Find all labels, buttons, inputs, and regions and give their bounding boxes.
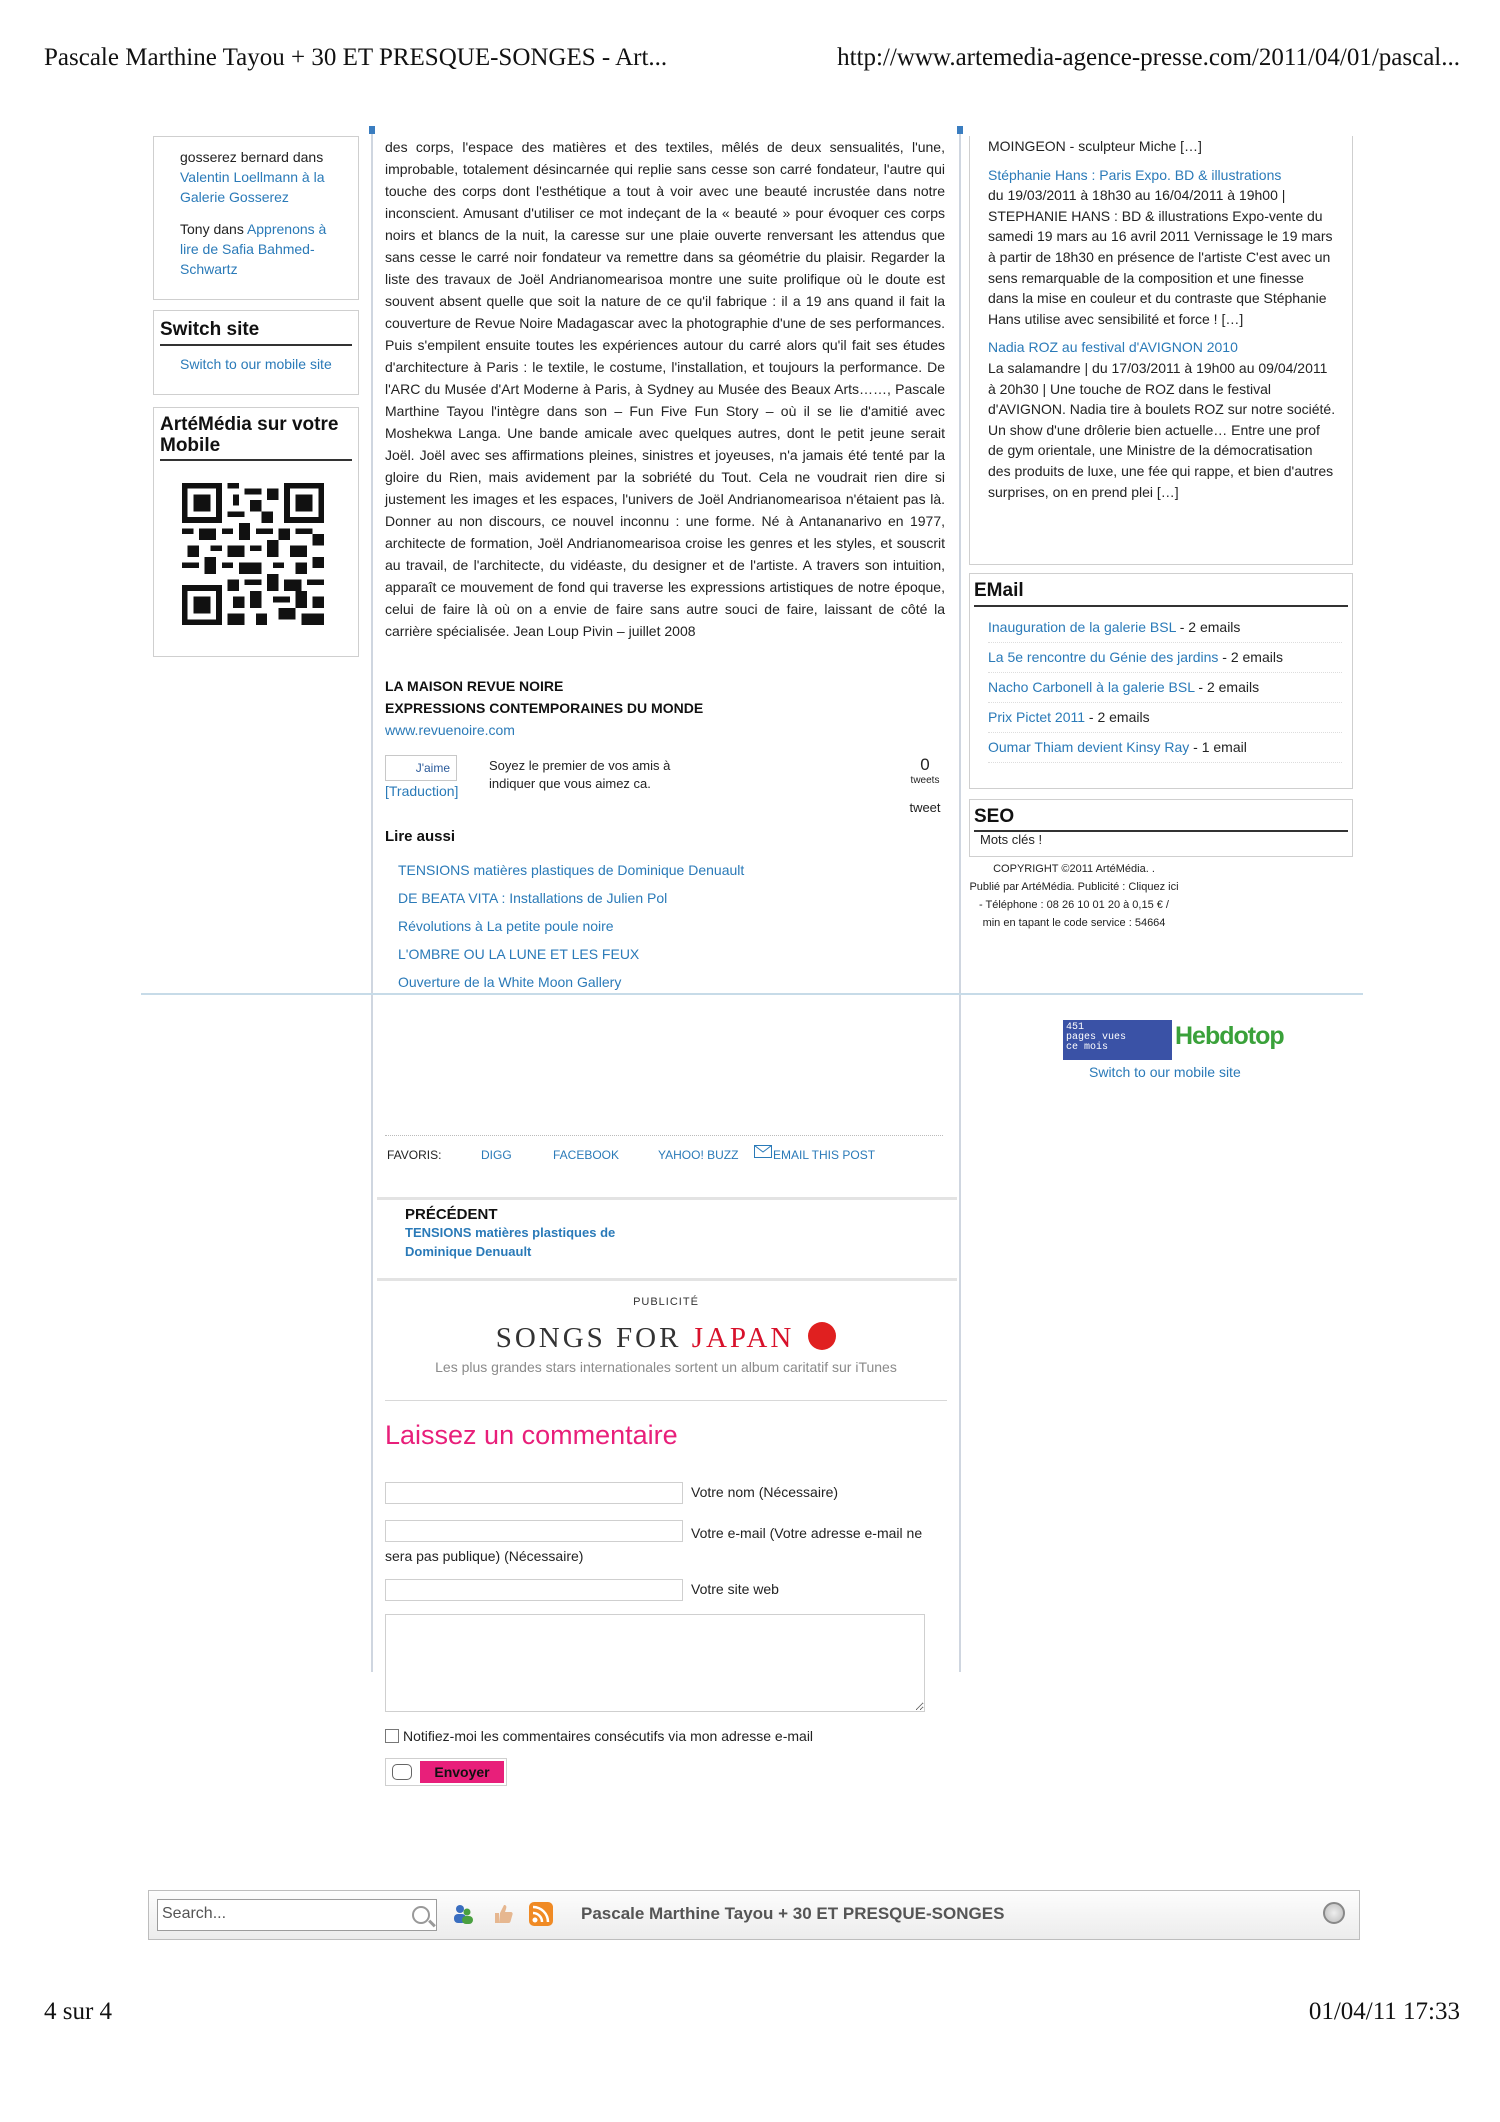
website-field[interactable] — [385, 1579, 683, 1601]
notify-option — [385, 1728, 813, 1744]
notify-label: Notifiez-moi les commentaires consécutifs via mon adresse e-mail — [403, 1728, 814, 1744]
event-link[interactable]: Stéphanie Hans : Paris Expo. BD & illustrations — [988, 166, 1282, 183]
email-count: - 2 emails — [1175, 619, 1241, 635]
publisher-name: LA MAISON REVUE NOIRE — [385, 678, 564, 694]
previous-post-link[interactable]: TENSIONS matières plastiques de Dominique Denuault — [405, 1225, 616, 1259]
like-prompt: Soyez le premier de vos amis à indiquer que vous aimez ca. — [489, 758, 671, 791]
copyright-text: COPYRIGHT ©2011 ArtéMédia. . — [993, 863, 1155, 875]
envelope-icon — [754, 1145, 772, 1161]
search-placeholder: Search... — [162, 1905, 227, 1922]
tweets-label: tweets — [910, 775, 940, 786]
event-link[interactable]: Nadia ROZ au festival d'AVIGNON 2010 — [988, 339, 1238, 356]
search-input[interactable] — [157, 1899, 437, 1931]
email-post-link[interactable]: Prix Pictet 2011 — [988, 709, 1086, 725]
email-count: - 2 emails — [1085, 709, 1150, 725]
bookmarks-bar — [385, 1135, 943, 1165]
ad-title-accent: JAPAN — [691, 1322, 795, 1354]
mobile-widget — [153, 407, 359, 657]
ad-label: PUBLICITÉ — [633, 1296, 699, 1308]
related-link[interactable]: Ouverture de la White Moon Gallery — [398, 974, 622, 990]
rss-icon[interactable] — [529, 1902, 553, 1926]
comment-author: Tony dans — [180, 221, 247, 237]
submit-label: Envoyer — [420, 1761, 504, 1783]
publisher-block — [385, 675, 703, 741]
email-post-link[interactable]: Nacho Carbonell à la galerie BSL — [988, 679, 1195, 695]
ad-title-part: SONGS FOR — [495, 1322, 692, 1354]
facebook-link[interactable]: FACEBOOK — [553, 1148, 620, 1162]
comment-form-title: Laissez un commentaire — [385, 1420, 678, 1450]
name-field[interactable] — [385, 1482, 683, 1504]
counter-value: 451 — [1066, 1022, 1085, 1033]
comment-post-link[interactable]: Apprenons à lire de Safia Bahmed-Schwartz — [180, 221, 327, 277]
event-text: du 19/03/2011 à 18h30 au 16/04/2011 à 19h00 | STEPHANIE HANS : BD & illustrations Expo-vente du samedi 19 mars au 16 avril 2011 Vernissage le 19 mars à partir de 18h30 en présence de l'artiste C'est avec un sens remarquable de la composition et une finesse dans la mise en couleur et du contraste que Stéphanie Hans utilise avec sensibilité et force ! […] — [988, 187, 1333, 327]
website-label: Votre site web — [691, 1581, 779, 1597]
switch-mobile-link[interactable]: Switch to our mobile site — [1089, 1064, 1241, 1080]
list-item — [988, 613, 1342, 643]
related-title: Lire aussi — [385, 828, 456, 845]
publisher-info: Publié par ArtéMédia. Publicité : Cliquez ici - Téléphone : 08 26 10 01 20 à 0,15 € / min en tapant le code service : 54664 — [969, 881, 1179, 929]
users-icon[interactable] — [451, 1902, 475, 1926]
email-post-link[interactable]: Oumar Thiam devient Kinsy Ray — [988, 739, 1190, 755]
social-row — [385, 755, 945, 815]
list-item — [988, 733, 1342, 763]
digg-link[interactable]: DIGG — [481, 1148, 512, 1162]
print-page-number: 4 sur 4 — [44, 1998, 113, 2025]
comment-post-link[interactable]: Valentin Loellmann à la Galerie Gosserez — [180, 169, 325, 205]
speech-bubble-icon — [392, 1764, 412, 1780]
copyright-block — [969, 860, 1179, 932]
rising-sun-icon — [808, 1322, 836, 1350]
print-page-title: Pascale Marthine Tayou + 30 ET PRESQUE-SONGES - Art... — [44, 44, 668, 71]
related-list — [398, 856, 744, 996]
related-link[interactable]: L'OMBRE OU LA LUNE ET LES FEUX — [398, 946, 640, 962]
previous-post — [405, 1206, 645, 1261]
bookmarks-label: FAVORIS: — [387, 1148, 442, 1162]
page-view-counter — [1063, 1020, 1172, 1060]
yahoo-buzz-link[interactable]: YAHOO! BUZZ — [658, 1148, 739, 1162]
counter-period: ce mois — [1066, 1042, 1109, 1053]
divider — [377, 1197, 957, 1200]
email-label: Votre e-mail (Votre adresse e-mail ne sera pas publique) (Nécessaire) — [385, 1525, 923, 1564]
submit-button[interactable] — [385, 1758, 507, 1786]
songs-for-japan-ad[interactable] — [373, 1322, 959, 1375]
tweet-button[interactable]: tweet — [909, 800, 941, 815]
ad-title — [373, 1322, 959, 1355]
switch-site-widget — [153, 310, 359, 395]
seo-title: SEO — [974, 800, 1348, 832]
email-count: - 2 emails — [1218, 649, 1283, 665]
email-widget — [969, 573, 1353, 789]
list-item — [988, 673, 1342, 703]
bottom-toolbar — [148, 1890, 1360, 1940]
switch-site-title: Switch site — [160, 313, 352, 346]
seo-widget — [969, 799, 1353, 857]
comment-textarea[interactable] — [385, 1614, 925, 1712]
column-marker — [957, 126, 963, 134]
facebook-like-button[interactable]: J'aime — [385, 755, 457, 781]
previous-label: PRÉCÉDENT — [405, 1206, 498, 1223]
divider — [385, 1400, 947, 1401]
event-text: MOINGEON - sculpteur Miche […] — [988, 138, 1202, 154]
mobile-widget-title: ArtéMédia sur votre Mobile — [160, 408, 352, 461]
email-widget-title: EMail — [974, 574, 1348, 607]
left-sidebar — [153, 136, 359, 657]
divider — [377, 1278, 957, 1281]
tweet-widget — [895, 755, 955, 815]
tweet-count: 0 — [920, 755, 930, 774]
print-footer — [44, 1998, 1460, 2032]
publisher-tagline: EXPRESSIONS CONTEMPORAINES DU MONDE — [385, 700, 704, 716]
print-header — [44, 44, 1460, 78]
event-item — [988, 337, 1338, 502]
email-post-link[interactable]: EMAIL THIS POST — [773, 1148, 876, 1162]
footer-divider — [141, 993, 1363, 995]
email-post-link[interactable]: La 5e rencontre du Génie des jardins — [988, 649, 1219, 665]
print-page-url: http://www.artemedia-agence-presse.com/2011/04/01/pascal... — [837, 44, 1460, 71]
ad-subtitle: Les plus grandes stars internationales sortent un album caritatif sur iTunes — [435, 1359, 897, 1375]
right-sidebar — [969, 136, 1353, 857]
related-link[interactable]: DE BEATA VITA : Installations de Julien Pol — [398, 890, 668, 906]
print-datetime: 01/04/11 17:33 — [1308, 1998, 1460, 2025]
recent-comment — [180, 147, 342, 207]
related-link[interactable]: Révolutions à La petite poule noire — [398, 918, 614, 934]
publisher-url[interactable]: www.revuenoire.com — [385, 722, 515, 738]
event-item — [988, 136, 1338, 157]
related-link[interactable]: TENSIONS matières plastiques de Dominique Denuault — [398, 862, 745, 878]
toolbar-page-title: Pascale Marthine Tayou + 30 ET PRESQUE-SONGES — [581, 1904, 1005, 1923]
counter-label: pages vues — [1066, 1032, 1127, 1043]
email-count: - 2 emails — [1194, 679, 1260, 695]
article-body: des corps, l'espace des matières et des textiles, mêlés de deux sensualités, l'une, improbable, totalement désincarnée qui replie sans cesse son carré fondateur, l'autre qui touche des corps dont l'esthétique a tout à voir avec une beauté incrustée dans notre inconscient. Amusant d'utiliser ce mot indeçant de la « beauté » pour évoquer ces corps noirs et blancs de la nuit, la caresse sur une plaie ouverte renversant les attendus que sans cesse le carré noir fondateur va remettre dans sa géométrie du plaisir. Regarder la liste des travaux de Joël Andrianomearisoa montre une suite prolifique où le doute est souvent absent quelle que soit la nature de ce qu'il fabrique : il a 19 ans quand il fait la couverture de Revue Noire Madagascar avec la photographie d'une de ses performances. Puis s'empilent ensuite toutes les expériences autour du carré alors qu'il fait ses études d'architecture à Paris : le textile, le costume, l'installation, et toujours la performance. De l'ARC du Musée d'Art Moderne à Paris, à Sydney au Musée des Beaux Arts……, Pascale Marthine Tayou l'intègre dans son – Fun Five Fun Story – où il se lie d'amitié avec Moshekwa Langa. Une bande amicale avec quelques autres, dont le petit jeune serait Joël. Joël avec ses affirmations pleines, sinistres et joyeuses, n'a jamais été tenté par la gloire du Rien, mais avidement par la sobriété du Tout. Cela ne voudrait rien dire si justement les images et les espaces, l'univers de Joël Andrianomearisoa n'étaient pas là. Donner au non discours, ce nouvel inconnu : une forme. Né à Antananarivo en 1977, architecte de formation, Joël Andrianomearisoa croise les genres et les styles, et souscrit au travail, de l'architecte, du vidéaste, du designer et de l'artiste. A travers son intuition, apparaît ce mouvement de fond qui traverse les expressions artistiques de notre époque, celui de faire là où on a envie de faire sans autre souci de faire, laissant de côté la carrière spécialisée. Jean Loup Pivin – juillet 2008 — [385, 139, 945, 639]
main-content — [371, 130, 961, 1780]
seo-keywords: Mots clés ! — [980, 832, 1043, 847]
email-post-link[interactable]: Inauguration de la galerie BSL — [988, 619, 1176, 635]
notify-checkbox[interactable] — [385, 1729, 399, 1743]
recent-comment — [180, 219, 342, 279]
switch-mobile-link[interactable]: Switch to our mobile site — [180, 356, 332, 372]
translation-link[interactable]: [Traduction] — [385, 783, 459, 799]
thumbs-up-icon[interactable] — [491, 1902, 515, 1926]
search-icon[interactable] — [412, 1906, 430, 1924]
column-marker — [369, 126, 375, 134]
hebdotop-logo: Hebdotop — [1175, 1022, 1284, 1050]
upcoming-events-widget — [969, 136, 1353, 565]
list-item — [988, 643, 1342, 673]
list-item — [988, 703, 1342, 733]
event-text: La salamandre | du 17/03/2011 à 19h00 au 09/04/2011 à 20h30 | Une touche de ROZ dans le festival d'AVIGNON. Nadia tire à boulets ROZ sur notre société. Un show d'une drôlerie bien actuelle… Entre une prof de gym orientale, une Ministre de la démocratisation des produits de luxe, une fée qui rappe, et bien d'autres surprises, on en prend plei […] — [988, 359, 1336, 500]
close-icon[interactable] — [1323, 1902, 1345, 1924]
email-count: - 1 email — [1189, 739, 1247, 755]
qr-code-icon — [182, 483, 324, 625]
recent-comments-widget — [153, 136, 359, 300]
comment-author: gosserez bernard dans — [180, 149, 324, 165]
name-label: Votre nom (Nécessaire) — [691, 1484, 839, 1500]
event-item — [988, 165, 1338, 330]
